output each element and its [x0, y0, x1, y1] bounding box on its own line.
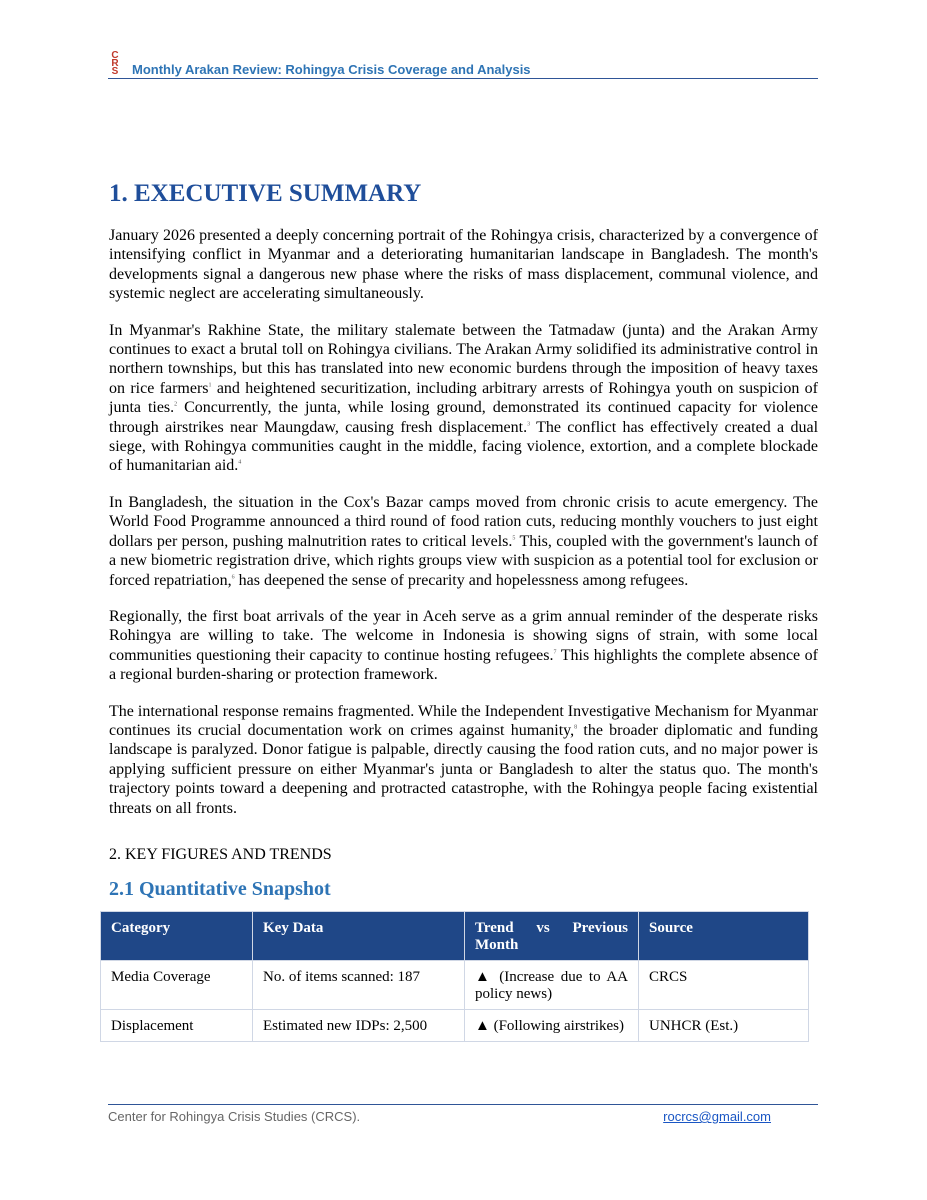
table-cell: CRCS: [639, 960, 809, 1009]
table-cell: ▲ (Following airstrikes): [465, 1009, 639, 1041]
column-header: Category: [101, 911, 253, 960]
table-cell: Media Coverage: [101, 960, 253, 1009]
column-header: Source: [639, 911, 809, 960]
header-title: Monthly Arakan Review: Rohingya Crisis Coverage and Analysis: [132, 62, 531, 77]
footer-email-link[interactable]: rocrcs@gmail.com: [663, 1109, 771, 1124]
footer-org: Center for Rohingya Crisis Studies (CRCS).: [108, 1109, 361, 1124]
section-1-heading: 1. EXECUTIVE SUMMARY: [109, 180, 422, 207]
summary-paragraph-5: The international response remains fragmented. While the Independent Investigative Mechanism for Myanmar continues its crucial documentation work on crimes against humanity,$^8$ the broader diplomatic and funding landscape is paralyzed. Donor fatigue is palpable, directly causing the food ration cuts, and no major power is applying sufficient pressure on either Myanmar's junta or Bangladesh to alter the status quo. The month's trajectory points toward a deepening and protracted catastrophe, with the Rohingya people facing existential threats on all fronts.: [109, 702, 818, 817]
table-cell: UNHCR (Est.): [639, 1009, 809, 1041]
table-cell: No. of items scanned: 187: [253, 960, 465, 1009]
footnote-ref[interactable]: 2: [174, 401, 178, 408]
page-header: [108, 50, 818, 79]
table-row: [101, 1009, 809, 1041]
footnote-ref[interactable]: 5: [512, 535, 516, 542]
table-cell: ▲ (Increase due to AA policy news): [465, 960, 639, 1009]
footnote-ref[interactable]: 4: [238, 460, 242, 467]
table-cell: Displacement: [101, 1009, 253, 1041]
footnote-ref[interactable]: 6: [231, 574, 235, 581]
footnote-ref[interactable]: 3: [527, 421, 531, 428]
column-header: Key Data: [253, 911, 465, 960]
footnote-ref[interactable]: 1: [208, 382, 212, 389]
summary-paragraph-3: In Bangladesh, the situation in the Cox's Bazar camps moved from chronic crisis to acute emergency. The World Food Programme announced a third round of food ration cuts, reducing monthly vouchers to just eight dollars per person, pushing malnutrition rates to critical levels.$^5$ This, coupled with the government's launch of a new biometric registration drive, which rights groups view with suspicion as a potential tool for exclusion or forced repatriation,$^6$ has deepened the sense of precarity and hopelessness among refugees.: [109, 493, 818, 589]
page-footer: [108, 1104, 818, 1124]
section-2-1-heading: 2.1 Quantitative Snapshot: [109, 877, 331, 900]
section-2-heading: 2. KEY FIGURES AND TRENDS: [109, 845, 332, 863]
summary-paragraph-2: In Myanmar's Rakhine State, the military stalemate between the Tatmadaw (junta) and the Arakan Army continues to exact a brutal toll on Rohingya civilians. The Arakan Army solidified its administrative control in northern townships, but this has translated into new economic burdens through the imposition of heavy taxes on rice farmers$^1$ and heightened securitization, including arbitrary arrests of Rohingya youth on suspicion of junta ties.$^2$ Concurrently, the junta, while losing ground, demonstrated its continued capacity for violence through airstrikes near Maungdaw, causing fresh displacement.$^3$ The conflict has effectively created a dual siege, with Rohingya communities caught in the middle, facing violence, extortion, and a complete blockade of humanitarian aid.$^4$: [109, 321, 819, 475]
column-header: Trend vs Previous Month: [465, 911, 639, 960]
table-cell: Estimated new IDPs: 2,500: [253, 1009, 465, 1041]
footnote-ref[interactable]: 7: [553, 649, 557, 656]
summary-paragraph-4: Regionally, the first boat arrivals of the year in Aceh serve as a grim annual reminder of the desperate risks Rohingya are willing to take. The welcome in Indonesia is showing signs of strain, with some local communities questioning their capacity to continue hosting refugees.$^7$ This highlights the complete absence of a regional burden-sharing or protection framework.: [109, 607, 818, 684]
table-row: [101, 960, 809, 1009]
summary-paragraph-1: January 2026 presented a deeply concerning portrait of the Rohingya crisis, characterized by a convergence of intensifying conflict in Myanmar and a deteriorating humanitarian landscape in Bangladesh. The month's developments signal a dangerous new phase where the risks of mass displacement, communal violence, and systemic neglect are accelerating simultaneously.: [109, 227, 818, 303]
table-header-row: [101, 911, 809, 960]
page-content: [109, 180, 818, 1042]
footnote-ref[interactable]: 8: [574, 724, 578, 731]
quantitative-snapshot-table: [100, 911, 809, 1042]
crcs-logo: C R S: [111, 50, 119, 77]
